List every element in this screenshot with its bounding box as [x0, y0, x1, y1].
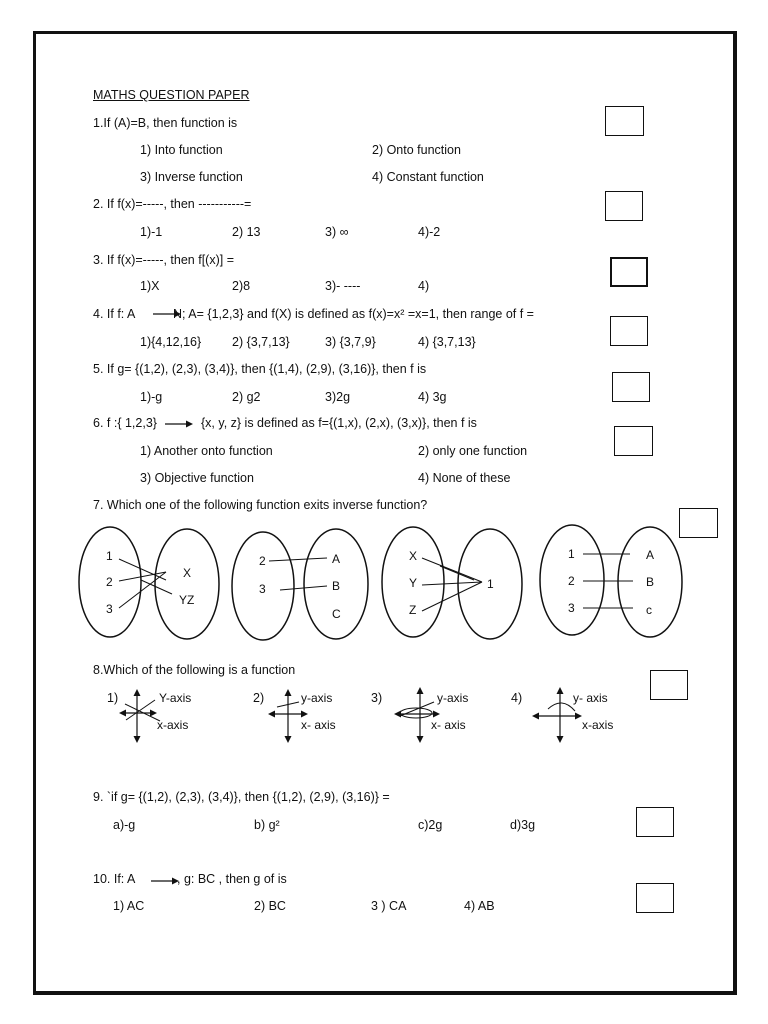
- codomain-element: C: [332, 607, 341, 621]
- q6-option-4: 4) None of these: [418, 471, 511, 485]
- q10-option-4: 4) AB: [464, 899, 495, 913]
- x-axis-label: x- axis: [431, 718, 466, 732]
- y-axis-label: y- axis: [573, 691, 608, 705]
- x-axis-label: x-axis: [157, 718, 189, 732]
- q5-option-4: 4) 3g: [418, 390, 447, 404]
- q4-option-4: 4) {3,7,13}: [418, 335, 476, 349]
- q2-option-3: 3) ∞: [325, 225, 349, 239]
- question-8: 8.Which of the following is a function: [93, 663, 296, 677]
- question-9: 9. `if g= {(1,2), (2,3), (3,4)}, then {(1,2), (2,9), (3,16)} =: [93, 790, 390, 804]
- question-3: 3. If f(x)=-----, then f[(x)] =: [93, 253, 234, 267]
- answer-box-3[interactable]: [610, 257, 648, 287]
- question-10-start: 10. If: A: [93, 872, 136, 886]
- answer-box-6[interactable]: [614, 426, 653, 456]
- mapping-line: [440, 566, 474, 580]
- q2-option-4: 4)-2: [418, 225, 441, 239]
- question-6-start: 6. f :{ 1,2,3}: [93, 416, 157, 430]
- question-4-rest: N; A= {1,2,3} and f(X) is defined as f(x)=x² =x=1, then range of f =: [173, 307, 534, 321]
- q2-option-2: 2) 13: [232, 225, 261, 239]
- codomain-element: c: [646, 603, 652, 617]
- mapping-line: [269, 558, 327, 561]
- q3-option-3: 3)- ----: [325, 279, 361, 293]
- codomain-element: B: [646, 575, 655, 589]
- codomain-element: YZ: [179, 593, 195, 607]
- mapping-diagram-3: [378, 524, 528, 642]
- codomain-element: X: [183, 566, 192, 580]
- y-axis-label: y-axis: [301, 691, 333, 705]
- domain-element: 3: [568, 601, 575, 615]
- codomain-element: B: [332, 579, 341, 593]
- q6-option-3: 3) Objective function: [140, 471, 254, 485]
- q4-option-3: 3) {3,7,9}: [325, 335, 376, 349]
- mapping-line: [422, 558, 482, 582]
- q1-option-2: 2) Onto function: [372, 143, 461, 157]
- mapping-arrow: [150, 875, 180, 887]
- q9-option-2: b) g²: [254, 818, 280, 832]
- q10-option-3: 3 ) CA: [371, 899, 407, 913]
- question-2: 2. If f(x)=-----, then -----------=: [93, 197, 252, 211]
- question-6-rest: {x, y, z} is defined as f={(1,x), (2,x), (3,x)}, then f is: [201, 416, 477, 430]
- question-4-start: 4. If f: A: [93, 307, 136, 321]
- domain-element: 2: [568, 574, 575, 588]
- domain-element: Y: [409, 576, 418, 590]
- q1-option-3: 3) Inverse function: [140, 170, 243, 184]
- mapping-diagram-1: [75, 526, 225, 642]
- answer-box-4[interactable]: [610, 316, 648, 346]
- x-axis-label: x-axis: [582, 718, 614, 732]
- codomain-set: [155, 529, 219, 639]
- mapping-line: [119, 572, 166, 608]
- domain-element: 3: [106, 602, 113, 616]
- q9-option-1: a)-g: [113, 818, 136, 832]
- q4-option-1: 1){4,12,16}: [140, 335, 202, 349]
- question-7: 7. Which one of the following function exits inverse function?: [93, 498, 428, 512]
- graph-4-number: 4): [511, 691, 523, 705]
- answer-box-10[interactable]: [636, 883, 674, 913]
- domain-element: 1: [568, 547, 575, 561]
- graph-1-number: 1): [107, 691, 119, 705]
- domain-element: 2: [106, 575, 113, 589]
- q3-option-1: 1)X: [140, 279, 160, 293]
- answer-box-2[interactable]: [605, 191, 643, 221]
- q1-option-1: 1) Into function: [140, 143, 223, 157]
- graph-2-number: 2): [253, 691, 265, 705]
- q3-option-4: 4): [418, 279, 430, 293]
- domain-element: 3: [259, 582, 266, 596]
- answer-box-1[interactable]: [605, 106, 644, 136]
- domain-element: X: [409, 549, 418, 563]
- paper-title: MATHS QUESTION PAPER: [93, 88, 250, 102]
- q5-option-1: 1)-g: [140, 390, 163, 404]
- question-5: 5. If g= {(1,2), (2,3), (3,4)}, then {(1,4), (2,9), (3,16)}, then f is: [93, 362, 427, 376]
- q1-option-4: 4) Constant function: [372, 170, 484, 184]
- graph-3: [390, 686, 500, 744]
- y-axis-label: y-axis: [437, 691, 469, 705]
- x-axis-label: x- axis: [301, 718, 336, 732]
- domain-element: 2: [259, 554, 266, 568]
- q3-option-2: 2)8: [232, 279, 251, 293]
- q6-option-2: 2) only one function: [418, 444, 528, 458]
- curve: [548, 703, 575, 711]
- codomain-element: 1: [487, 577, 494, 591]
- domain-element: Z: [409, 603, 417, 617]
- graph-1: [118, 688, 228, 744]
- answer-box-9[interactable]: [636, 807, 674, 837]
- q9-option-3: c)2g: [418, 818, 443, 832]
- graph-2: [268, 688, 378, 744]
- y-axis-label: Y-axis: [159, 691, 192, 705]
- mapping-diagram-4: [535, 522, 690, 642]
- graph-3-number: 3): [371, 691, 383, 705]
- answer-box-5[interactable]: [612, 372, 650, 402]
- q9-option-4: d)3g: [510, 818, 536, 832]
- q10-option-1: 1) AC: [113, 899, 145, 913]
- mapping-line: [422, 582, 482, 611]
- q5-option-3: 3)2g: [325, 390, 351, 404]
- q4-option-2: 2) {3,7,13}: [232, 335, 290, 349]
- answer-box-8[interactable]: [650, 670, 688, 700]
- graph-4: [530, 686, 640, 744]
- q10-option-2: 2) BC: [254, 899, 286, 913]
- q5-option-2: 2) g2: [232, 390, 261, 404]
- question-10-rest: , g: BC , then g of is: [177, 872, 287, 886]
- mapping-line: [422, 582, 482, 585]
- q6-option-1: 1) Another onto function: [140, 444, 273, 458]
- codomain-element: A: [332, 552, 341, 566]
- question-1: 1.If (A)=B, then function is: [93, 116, 238, 130]
- mapping-diagram-2: [228, 526, 378, 642]
- domain-element: 1: [106, 549, 113, 563]
- codomain-element: A: [646, 548, 655, 562]
- q2-option-1: 1)-1: [140, 225, 163, 239]
- mapping-arrow: [164, 418, 194, 430]
